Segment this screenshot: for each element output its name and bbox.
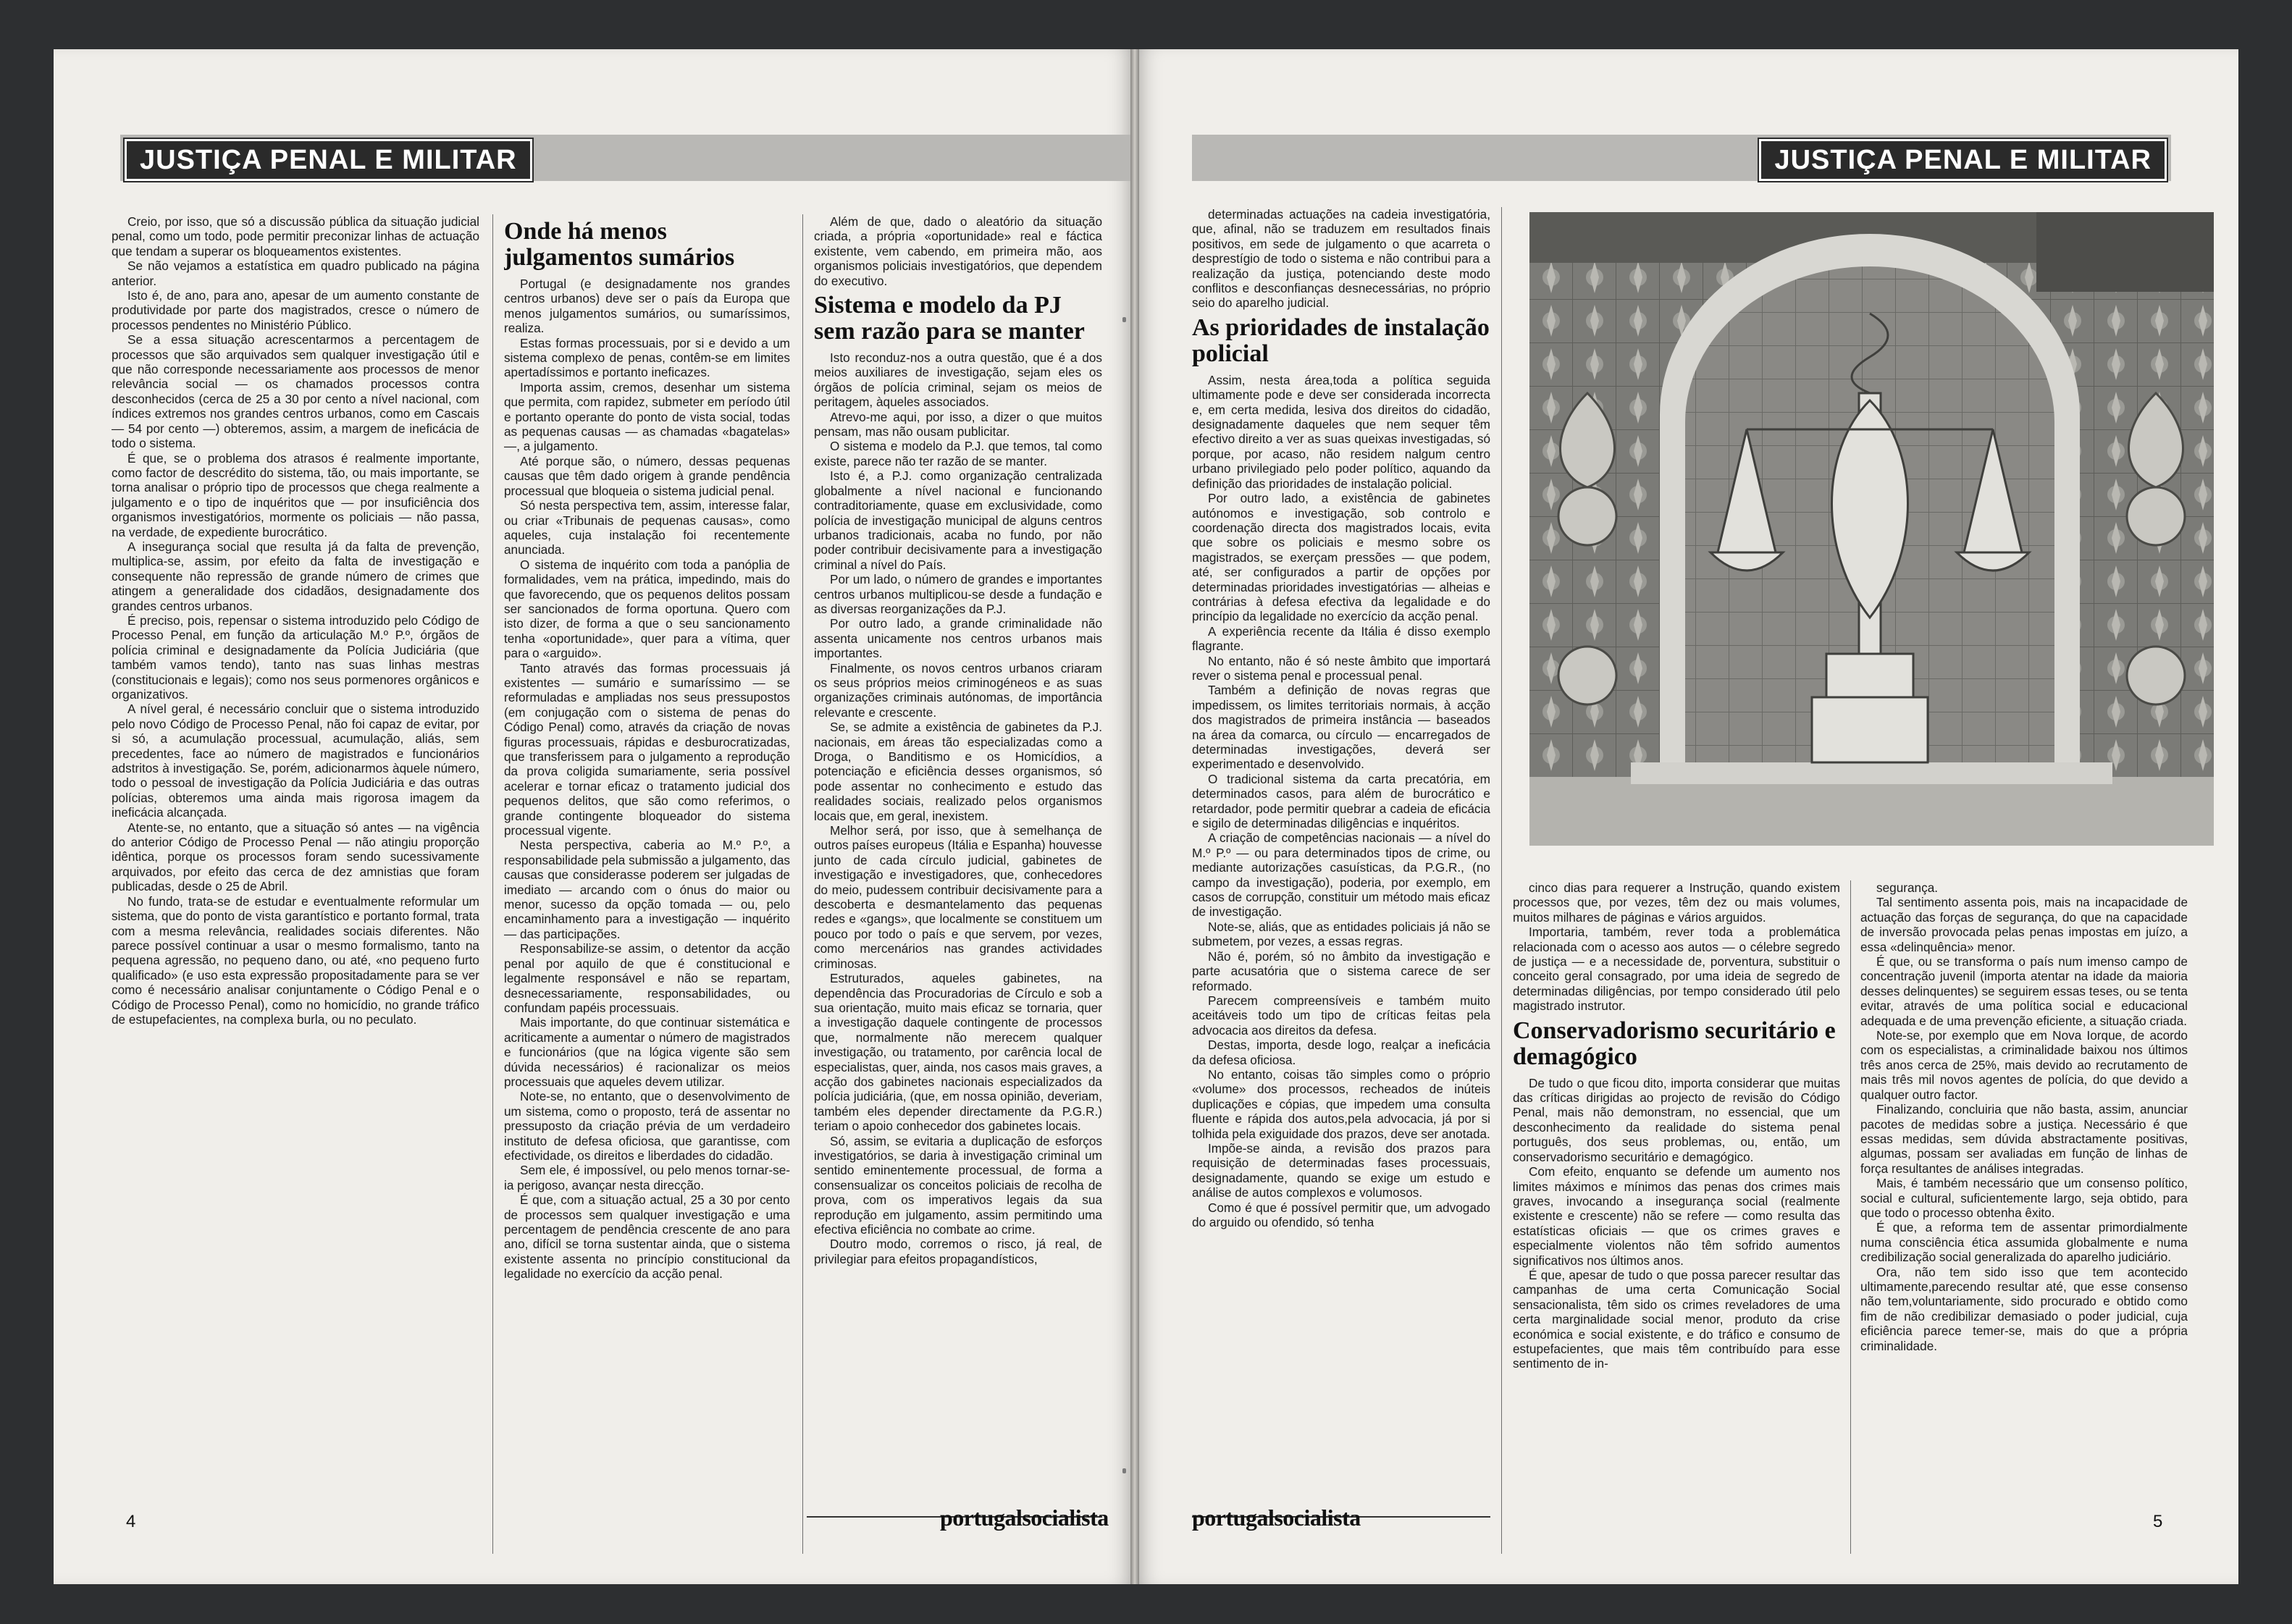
article-paragraph: Note-se, por exemplo que em Nova Iorque, de acordo com os especialistas, a criminalidade baixou nos últimos três anos cerca de 25%, mais devido ao recrutamento de mais três mil novos agentes de polícia, do que devido a qualquer outro factor. [1860,1028,2188,1102]
article-paragraph: É que, com a situação actual, 25 a 30 por cento de processos sem qualquer investigação e uma percentagem de pendência crescente de ano para ano, difícil se torna sustentar ainda, que o sistema existente assenta no princípio constitucional da legalidade no exercício da acção penal. [504,1192,790,1282]
article-paragraph: Parecem compreensíveis e também muito aceitáveis todo um tipo de críticas feitas pela advocacia aos direitos da defesa. [1192,993,1490,1038]
article-paragraph: Impõe-se ainda, a revisão dos prazos para requisição de determinadas fases processuais, designadamente, quando se exige um estudo e análise de autos complexos e volumosos. [1192,1140,1490,1200]
article-paragraph: cinco dias para requerer a Instrução, quando existem processos que, por vezes, têm dez ou mais volumes, muitos milhares de páginas e vários arguidos. [1513,880,1840,925]
publication-brand: portugalsocialista [940,1505,1109,1531]
article-paragraph: Por outro lado, a grande criminalidade não assenta unicamente nos centros urbanos mais importantes. [814,616,1102,661]
article-paragraph: Assim, nesta área,toda a política seguida ultimamente pode e deve ser considerada incorrecta e, em certa medida, lesiva dos direitos do cidadão, designadamente daqueles que nem sequer têm efectivo direito a ver as suas queixas investigadas, só porque, por acaso, não residem nalgum centro urbano privilegiado pelo poder político, aquando da definição das prioridades de instalação policial. [1192,372,1490,491]
publication-brand: portugalsocialista [1192,1505,1361,1531]
left-column-2 [504,214,790,1554]
left-column-3 [814,214,1102,1554]
staple-mark [1122,317,1126,322]
article-paragraph: Como é que é possível permitir que, um advogado do arguido ou ofendido, só tenha [1192,1200,1490,1229]
article-paragraph: Isto reconduz-nos a outra questão, que é a dos meios auxiliares de investigação, sejam eles os órgãos de polícia criminal, sejam os meios de peritagem, àqueles associados. [814,350,1102,410]
left-page [54,49,1130,1584]
article-paragraph: Não é, porém, só no âmbito da investigação e parte acusatória que o sistema carece de ser reformado. [1192,948,1490,993]
right-column-1 [1192,207,1490,1554]
article-paragraph: Tal sentimento assenta pois, mais na incapacidade de actuação das forças de segurança, do que na capacidade de inversão provocada pelas penas impostas em juízo, a essa «delinquência» menor. [1860,895,2188,954]
article-paragraph: Nesta perspectiva, caberia ao M.º P.º, a responsabilidade pela submissão a julgamento, das causas que considerasse poderem ser julgadas de imediato — arcando com o ónus do maior ou menor, sucesso da opção tomada — ou, pelo encaminhamento para a investigação — inquérito — das participações. [504,838,790,941]
subheading: Conservadorismo securitário e demagógico [1513,1017,1836,1070]
article-paragraph: Só nesta perspectiva tem, assim, interesse falar, ou criar «Tribunais de pequenas causas», como aqueles, cuja instalação foi recentemente anunciada. [504,498,790,558]
article-paragraph: determinadas actuações na cadeia investigatória, que, afinal, não se traduzem em resultados finais positivos, em sede de julgamento o que acarreta o desprestígio de todo o sistema e não contribui para a realização da justiça, potenciando deste modo conflitos e desconfianças desnecessárias, no próprio seio do aparelho judicial. [1192,207,1490,311]
article-paragraph: Creio, por isso, que só a discussão pública da situação judicial penal, como um todo, pode permitir preconizar linhas de actuação que tendam a superar os bloqueamentos existentes. [112,214,479,258]
article-paragraph: Atrevo-me aqui, por isso, a dizer o que muitos pensam, mas não ousam publicitar. [814,409,1102,439]
article-paragraph: Isto é, a P.J. como organização centralizada globalmente a nível nacional e funcionando contraditoriamente, quase em exclusividade, como polícia de investigação municipal de alguns centros urbanos tradicionais, acaba no fundo, por não poder contribuir decisivamente para a investigação criminal a nível do País. [814,468,1102,572]
article-paragraph: É que, se o problema dos atrasos é realmente importante, como factor de descrédito do sistema, tão, ou mais importante, se torna analisar o próprio tipo de processos que chega realmente a julgamento e o tipo de inquéritos que — por insuficiência dos organismos investigatórios, mormente os policiais — não passa, na verdade, de expediente burocrático. [112,450,479,539]
article-paragraph: Note-se, no entanto, que o desenvolvimento de um sistema, como o proposto, terá de assentar no pressuposto da criação prévia de um verdadeiro instituto de defesa oficiosa, que garantisse, com efectividade, os direitos e liberdades do cidadão. [504,1089,790,1163]
subheading: Onde há menos julgamentos sumários [504,218,735,271]
article-paragraph: Com efeito, enquanto se defende um aumento nos limites máximos e mínimos das penas dos crimes mais graves, invocando a insegurança social (realmente existente e crescente) não se refere — como resulta das estatísticas oficiais — que os crimes graves e especialmente violentos não têm sofrido aumentos significativos nos últimos anos. [1513,1164,1840,1268]
article-paragraph: Só, assim, se evitaria a duplicação de esforços investigatórios, se daria à investigação criminal um sentido eminentemente processual, de forma a consensualizar os conceitos policiais de recolha de prova, com os imperativos legais da sua reprodução em julgamento, assim permitindo uma efectiva eficiência no combate ao crime. [814,1133,1102,1237]
right-page [1139,49,2238,1584]
article-paragraph: A experiência recente da Itália é disso exemplo flagrante. [1192,623,1490,654]
article-paragraph: Além de que, dado o aleatório da situação criada, a própria «oportunidade» real e fáctica existente, vem cabendo, em primeira mão, aos organismos policiais investigatórios, que dependem do executivo. [814,214,1102,288]
right-column-2 [1513,880,1840,1554]
article-paragraph: Portugal (e designadamente nos grandes centros urbanos) deve ser o país da Europa que menos julgamentos sumários, ou sumaríssimos, realiza. [504,277,790,336]
article-paragraph: Isto é, de ano, para ano, apesar de um aumento constante de produtividade por parte dos magistrados, cresce o número de processos pendentes no Ministério Público. [112,288,479,332]
article-paragraph: Se a essa situação acrescentarmos a percentagem de processos que são arquivados sem qualquer investigação útil e que não corresponde necessariamente aos processos de menor relevância social — os chamados processos contra desconhecidos (cerca de 25 a 30 por cento a nível nacional, com índices extremos nos grandes centros urbanos, como em Cascais — 54 por cento —) obteremos, assim, a margem de ineficácia de todo o sistema. [112,332,479,451]
article-paragraph: O sistema e modelo da P.J. que temos, tal como existe, parece não ter razão de se manter. [814,439,1102,468]
article-paragraph: A criação de competências nacionais — a nível do M.º P.º — ou para determinados tipos de crime, ou mediante autorizações casuísticas, da P.G.R., (no campo da investigação), poderia, por exemplo, em casos de corrupção, constituir um método mais eficaz de investigação. [1192,830,1490,920]
article-paragraph: A nível geral, é necessário concluir que o sistema introduzido pelo novo Código de Processo Penal, não foi capaz de evitar, por si só, a acumulação processual, acumulação, aliás, sem precedentes, face ao número de magistrados e funcionários adstritos à investigação. Se, porém, adicionarmos àquele número, todo o pessoal de investigação da Polícia Judiciária e das outras polícias, obteremos uma ainda mais rigorosa imagem da ineficácia alcançada. [112,702,479,820]
azulejo-photo [1529,212,2214,846]
article-paragraph: É preciso, pois, repensar o sistema introduzido pelo Código de Processo Penal, em função da articulação M.º P.º, órgãos de polícia criminal e designadamente da Polícia Judiciária (que também vamos tendo), tanto nas suas linhas mestras (constitucionais e legais); como nos seus pormenores orgânicos e organizativos. [112,613,479,702]
article-paragraph: segurança. [1876,880,1939,895]
article-paragraph: O tradicional sistema da carta precatória, em determinados casos, para além de burocrático e retardador, pode permitir quebrar a cadeia de eficácia e sigilo de determinadas diligências e inquéritos. [1192,771,1490,831]
article-paragraph: A insegurança social que resulta já da falta de prevenção, multiplica-se, assim, por efeito da falta de investigação e consequente não repressão de grande número de crimes que atingem a generalidade dos cidadãos, designadamente dos grandes centros urbanos. [112,539,479,613]
article-paragraph: No entanto, não é só neste âmbito que importará rever o sistema penal e processual penal. [1192,653,1490,683]
article-paragraph: Destas, importa, desde logo, realçar a ineficácia da defesa oficiosa. [1192,1038,1490,1067]
article-paragraph: Ora, não tem sido isso que tem acontecido ultimamente,parecendo resultar até, que esse consenso não tem,voluntariamente, sido procurado e obtido como fim de não credibilizar demasiado o poder judicial, cuja eficiência parece temer-se, mais do que a própria criminalidade. [1860,1264,2188,1353]
subheading: As prioridades de instalação policial [1192,314,1490,367]
section-title: JUSTIÇA PENAL E MILITAR [1759,139,2167,181]
article-paragraph: Finalmente, os novos centros urbanos criaram os seus próprios meios criminogéneos e as suas organizações criminais autónomas, de importância relevante e crescente. [814,660,1102,720]
article-paragraph: Se não vejamos a estatística em quadro publicado na página anterior. [112,258,479,288]
article-paragraph: Estruturados, aqueles gabinetes, na dependência das Procuradorias de Círculo e sob a sua orientação, muito mais eficaz se tornaria, quer a investigação daquele contingente de processos que, normalmente não merecem qualquer investigação, ou tratamento, por carência local de especialistas, quer, ainda, nos casos mais graves, a acção dos gabinetes nacionais especializados da polícia judiciária, (que, em nossa opinião, deveriam, também eles depender directamente da P.G.R.) teriam o apoio conhecedor dos gabinetes locais. [814,971,1102,1134]
section-banner [1192,135,2171,181]
staple-mark [1122,1468,1126,1473]
right-column-3 [1860,880,2188,1554]
article-paragraph: No entanto, coisas tão simples como o próprio «volume» dos processos, recheados de inúteis duplicações e cópias, que impedem uma consulta fluente e rápida dos autos,pela advocacia, já por si tolhida pela exiguidade dos prazos, deve ser anotada. [1192,1066,1490,1141]
article-paragraph: No fundo, trata-se de estudar e eventualmente reformular um sistema, que do ponto de vista garantístico e portanto formal, trata com a mesma relevância, realidades sociais diferentes. Não parece possível continuar a usar o mesmo formalismo, tanto na pequena agressão, no pequeno dano, ou até, «no pequeno furto qualificado» (e uso esta expressão propositadamente para se ver como é necessário analisar conjuntamente o Código Penal e o Código de Processo Penal), como no homicídio, no grande tráfico de estupefacientes, na complexa burla, ou no peculato. [112,893,479,1027]
article-paragraph: Por outro lado, a existência de gabinetes autónomos e investigação, sob controlo e coordenação directa dos magistrados locais, evita que sobre os policiais e mesmo sobre os magistrados, se exerçam pressões — que podem, até, ser configurados a partir de opções por determinadas prioridades investigatórias — alheias e contrárias à defesa efectiva da legalidade e do princípio da legalidade no exercício da acção penal. [1192,491,1490,624]
page-number: 5 [2153,1512,2163,1531]
article-paragraph: Mais, é também necessário que um consenso político, social e cultural, suficientemente largo, seja obtido, para que todo o processo obtenha êxito. [1860,1176,2188,1220]
article-paragraph: Por um lado, o número de grandes e importantes centros urbanos multiplicou-se desde a fundação e as diversas reorganizações da P.J. [814,572,1102,616]
article-paragraph: De tudo o que ficou dito, importa considerar que muitas das críticas dirigidas ao projecto de revisão do Código Penal, mais não demonstram, no essencial, que um desconhecimento da realidade do sistema penal português, dos seus problemas, ou, então, um conservadorismo securitário e demagógico. [1513,1075,1840,1164]
article-paragraph: Importa assim, cremos, desenhar um sistema que permita, com rapidez, submeter em período útil e portanto operante do ponto de vista social, todas as pequenas causas — as chamadas «bagatelas» —, a julgamento. [504,379,790,454]
column-rule [1501,207,1502,1554]
article-paragraph: Sem ele, é impossível, ou pelo menos tornar-se-ia perigoso, avançar nesta direcção. [504,1163,790,1192]
article-paragraph: Doutro modo, corremos o risco, já real, de privilegiar para efeitos propagandísticos, [814,1237,1102,1266]
article-paragraph: O sistema de inquérito com toda a panóplia de formalidades, vem na prática, impedindo, mais do que favorecendo, que os pequenos delitos possam ser sancionados de forma oportuna. Quero com isto dizer, de forma a que o seu sancionamento tenha «oportunidade», quer para a vítima, quer para o «arguido». [504,557,790,661]
article-paragraph: É que, ou se transforma o país num imenso campo de concentração juvenil (importa atentar na idade da maioria desses delinquentes) se seguirem essas teses, ou se tenta evitar, através de uma política social e educacional adequada e de uma prevenção eficiente, a situação criada. [1860,954,2188,1028]
article-paragraph: Até porque são, o número, dessas pequenas causas que têm dado origem à grande pendência processual que bloqueia o sistema judicial penal. [504,453,790,498]
book-spine [1130,49,1139,1584]
article-paragraph: Estas formas processuais, por si e devido a um sistema complexo de penas, contêm-se em limites apertadíssimos e portanto ineficazes. [504,335,790,380]
article-paragraph: Melhor será, por isso, que à semelhança de outros países europeus (Itália e Espanha) houvesse junto de cada círculo judicial, gabinetes de investigação e investigadores, que, conhecedores do meio, pudessem contribuir decisivamente para a descoberta e desmantelamento das pequenas redes e «gangs», que localmente se constituem um pouco por todo o país e que servem, por vezes, como mercenários nas grandes actividades criminosas. [814,823,1102,971]
column-rule [492,214,493,1554]
article-paragraph: É que, a reforma tem de assentar primordialmente numa consciência ética assumida globalmente e numa credibilização social generalizada do aparelho judiciário. [1860,1220,2188,1265]
article-paragraph: Atente-se, no entanto, que a situação só antes — na vigência do anterior Código de Processo Penal — não atingiu proporção idêntica, porque os processos foram sendo sucessivamente arquivados, por efeito das cerca de dez amnistias que foram publicadas, desde o 25 de Abril. [112,820,479,894]
section-title: JUSTIÇA PENAL E MILITAR [125,139,532,181]
article-paragraph: É que, apesar de tudo o que possa parecer resultar das campanhas de uma certa Comunicação Social sensacionalista, têm sido os crimes reveladores de uma certa marginalidade social menor, produto da crise económica e social existente, e do tráfico e consumo de estupefacientes, que mais têm contribuído para esse sentimento de in- [1513,1267,1840,1371]
article-paragraph: Tanto através das formas processuais já existentes — sumário e sumaríssimo — se reformuladas e ampliadas nos seus pressupostos (em conjugação com o sistema de penas do Código Penal) como, através da criação de novas figuras processuais, rápidas e desburocratizadas, que transferissem para o julgamento a reprodução da prova coligida sumariamente, seria possível acelerar e tornar eficaz o tratamento judicial dos pequenos delitos, que são como referimos, o grande contingente bloqueador do sistema processual vigente. [504,660,790,838]
page-number: 4 [126,1512,136,1531]
article-paragraph: Se, se admite a existência de gabinetes da P.J. nacionais, em áreas tão especializadas como a Droga, o Banditismo e os Homicídios, a potenciação e eficiência desses organismos, só pode assentar no conhecimento e estudo das realidades sociais, realizado pelos organismos locais que, em geral, inexistem. [814,720,1102,823]
article-paragraph: Mais importante, do que continuar sistemática e acriticamente a aumentar o número de magistrados e funcionários (que na lógica vigente são sem dúvida necessários) é racionalizar os meios processuais que aqueles devem utilizar. [504,1015,790,1089]
article-paragraph: Finalizando, concluiria que não basta, assim, anunciar pacotes de medidas sobre a justiça. Necessário é que essas medidas, sem dúvida abstractamente positivas, algumas, possam ser avaliadas em função de linhas de força resultantes de análises integradas. [1860,1102,2188,1176]
subheading: Sistema e modelo da PJ sem razão para se manter [814,292,1085,345]
article-paragraph: Note-se, aliás, que as entidades policiais já não se submetem, por vezes, a essas regras. [1192,919,1490,949]
article-paragraph: Também a definição de novas regras que impedissem, os limites territoriais normais, à acção dos magistrados de primeira instância — baseados na área da comarca, ou círculo — encarregados de determinadas investigações, deverá ser experimentado e desenvolvido. [1192,683,1490,772]
left-column-1 [112,214,479,1554]
section-banner [120,135,1130,181]
article-paragraph: Responsabilize-se assim, o detentor da acção penal por aquilo de que é constitucional e legalmente responsável e não se repartam, desnecessariamente, responsabilidades, ou confundam papéis processuais. [504,941,790,1015]
column-rule [1850,880,1851,1554]
column-rule [802,214,803,1554]
article-paragraph: Importaria, também, rever toda a problemática relacionada com o acesso aos autos — o célebre segredo de justiça — e a necessidade de, porventura, substituir o conceito geral consagrado, por uma ideia de segredo de determinadas diligências, por tempo considerado útil pelo magistrado instrutor. [1513,925,1840,1014]
